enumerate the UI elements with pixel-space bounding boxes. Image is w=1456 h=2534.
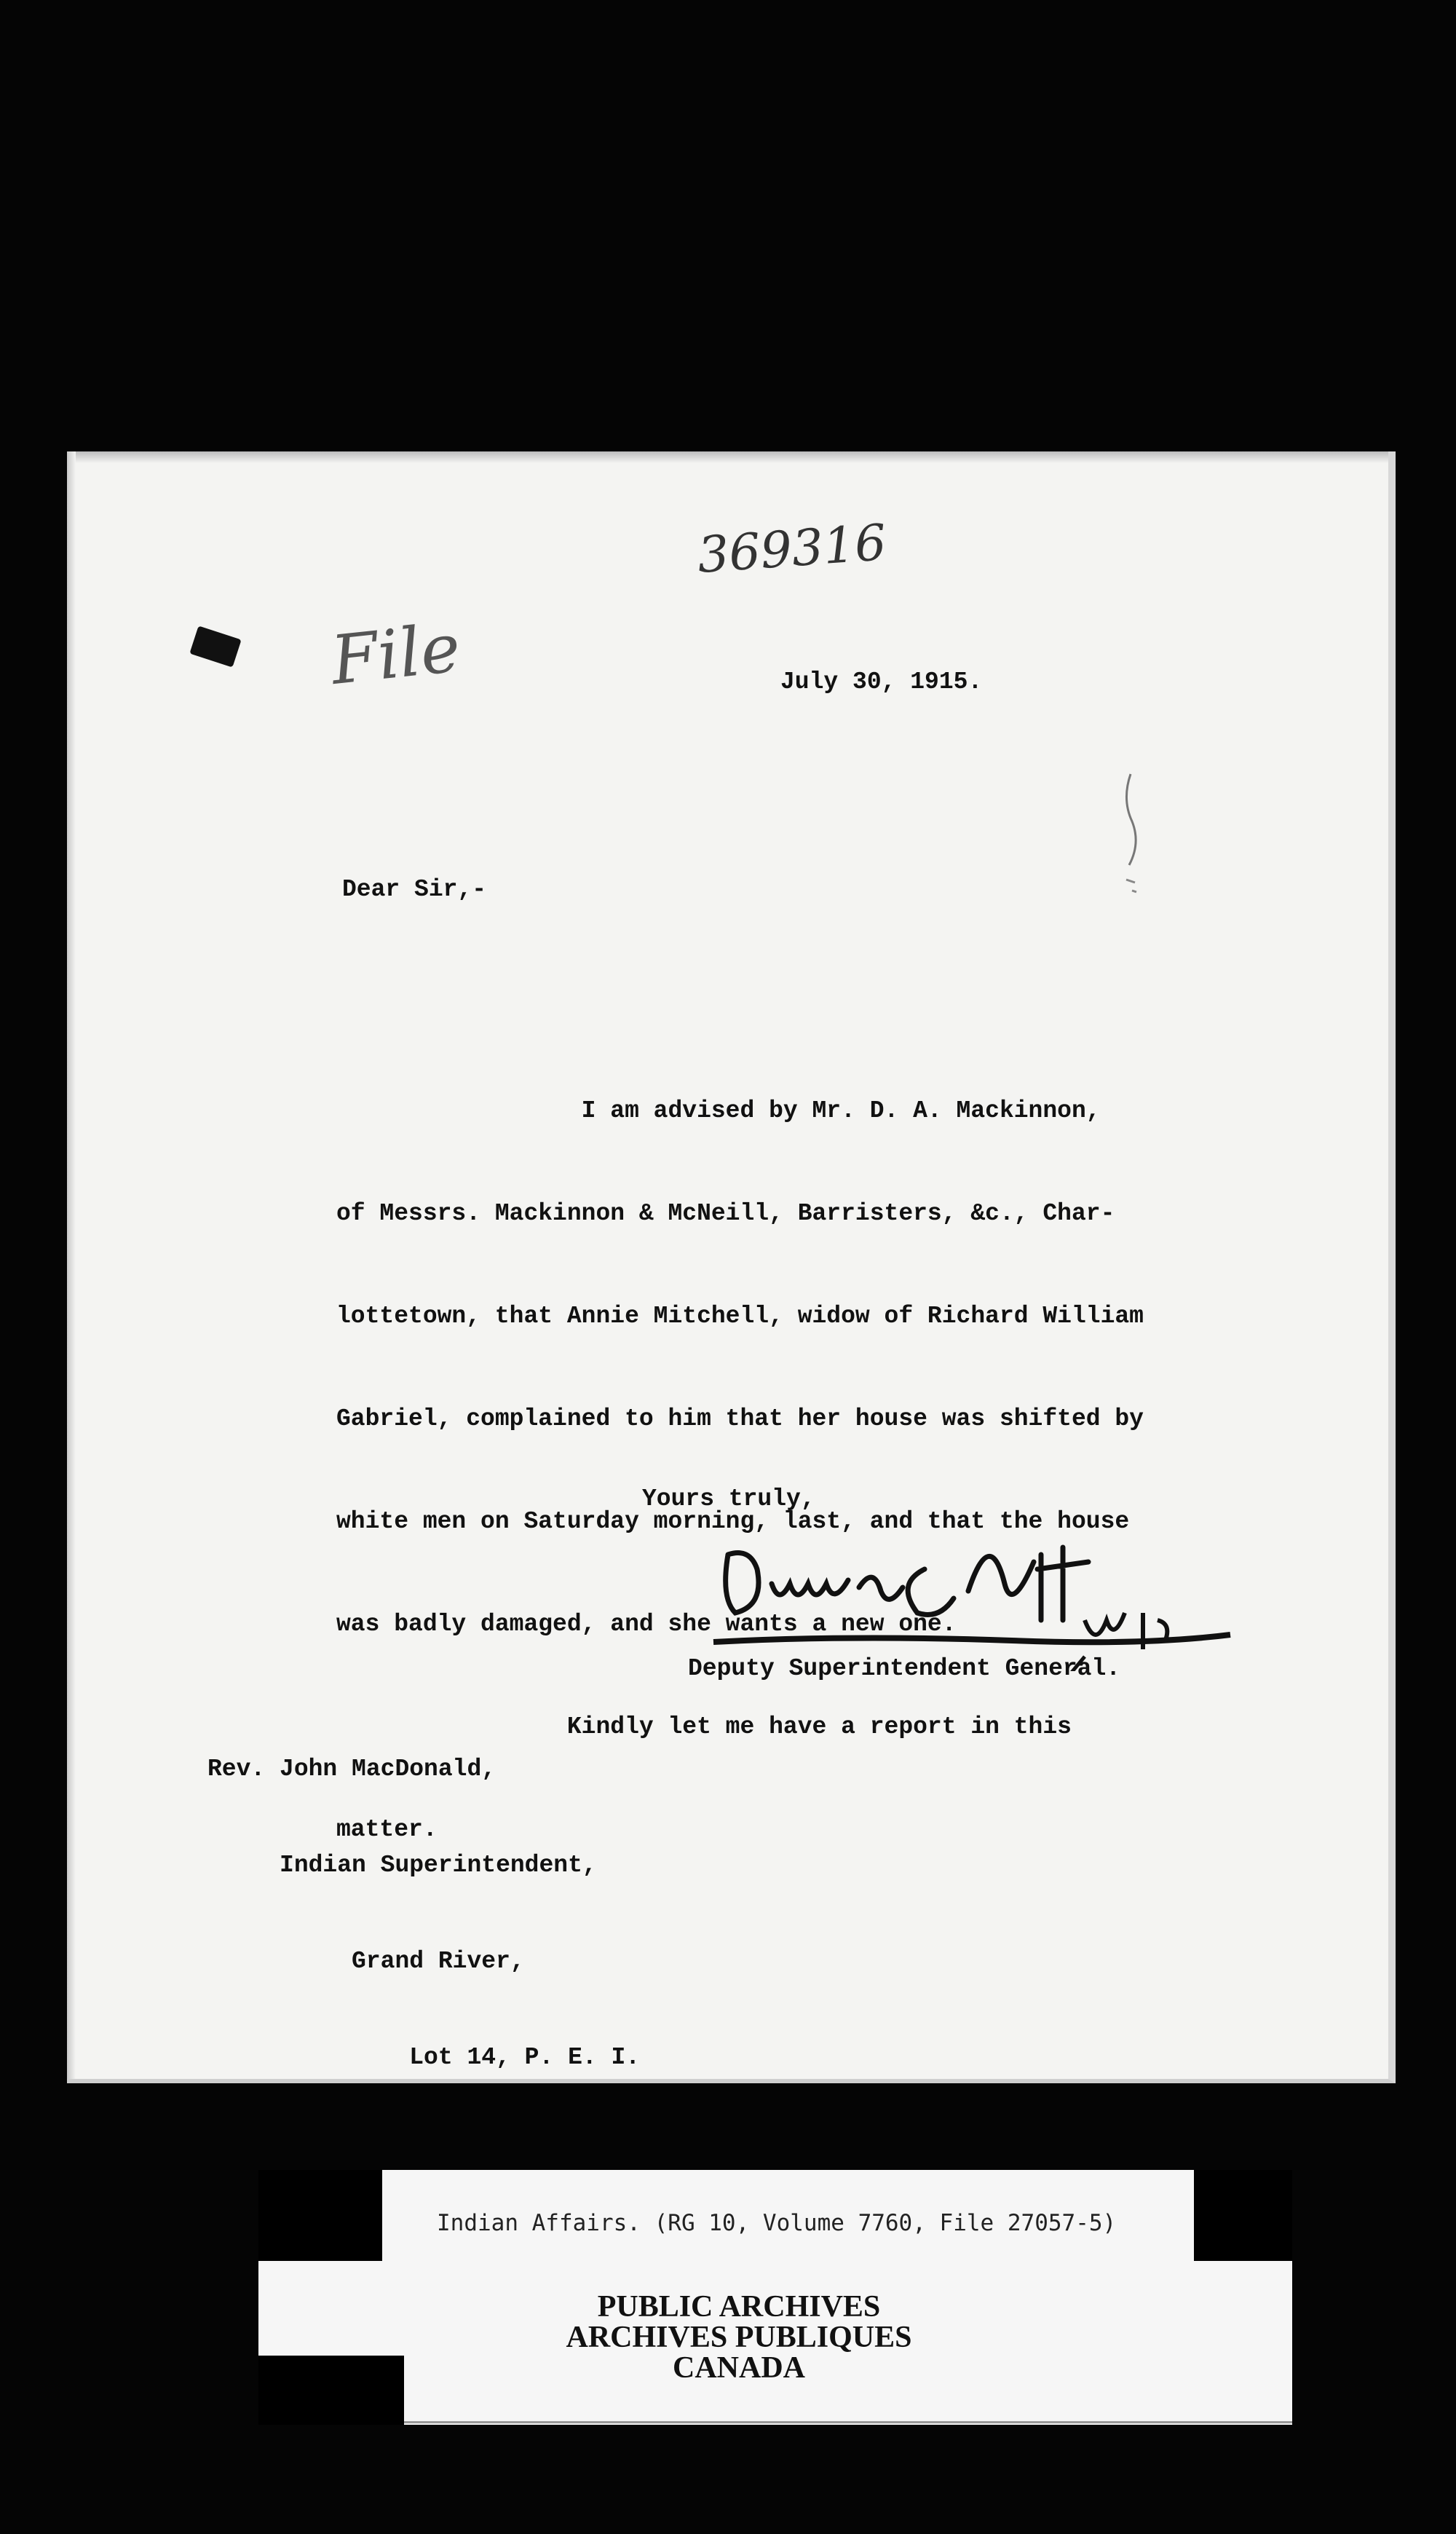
body-line: I am advised by Mr. D. A. Mackinnon, xyxy=(336,1097,1101,1124)
letter-date: July 30, 1915. xyxy=(780,668,983,695)
address-line: Lot 14, P. E. I. xyxy=(207,2044,641,2071)
body-line: lottetown, that Annie Mitchell, widow of Richard William xyxy=(336,1303,1144,1330)
card-notch xyxy=(1194,2170,1292,2261)
letter-closing: Yours truly, xyxy=(642,1485,815,1512)
page-shadow-top xyxy=(67,451,1388,463)
page-shadow-left xyxy=(67,451,76,2079)
body-line: matter. xyxy=(336,1816,438,1843)
handwritten-archive-number: 369316 xyxy=(695,514,889,585)
archive-title-english: PUBLIC ARCHIVES xyxy=(597,2290,881,2324)
card-notch xyxy=(258,2170,382,2261)
handwritten-file-note: File xyxy=(327,609,464,700)
signature-title: Deputy Superintendent General. xyxy=(688,1655,1121,1682)
archive-title-french: ARCHIVES PUBLIQUES xyxy=(566,2321,912,2354)
letter-salutation: Dear Sir,- xyxy=(342,876,487,903)
address-line: Grand River, xyxy=(207,1948,525,1975)
card-rule xyxy=(404,2421,1292,2423)
body-line: Gabriel, complained to him that her house was shifted by xyxy=(336,1405,1144,1432)
body-line: white men on Saturday morning, last, and that the house xyxy=(336,1508,1130,1535)
handwritten-signature xyxy=(706,1525,1259,1671)
margin-pencil-mark xyxy=(1116,770,1145,901)
archive-reference: Indian Affairs. (RG 10, Volume 7760, File 27057-5) xyxy=(437,2210,1117,2236)
archive-title-country: CANADA xyxy=(673,2351,805,2385)
address-line: Rev. John MacDonald, xyxy=(207,1756,496,1783)
card-notch xyxy=(258,2356,404,2425)
body-line: of Messrs. Mackinnon & McNeill, Barristers, &c., Char- xyxy=(336,1200,1115,1227)
address-line: Indian Superintendent, xyxy=(207,1852,597,1879)
recipient-address xyxy=(207,1689,640,2106)
body-line: was badly damaged, and she wants a new one. xyxy=(336,1611,957,1638)
body-line: Kindly let me have a report in this xyxy=(336,1713,1072,1740)
